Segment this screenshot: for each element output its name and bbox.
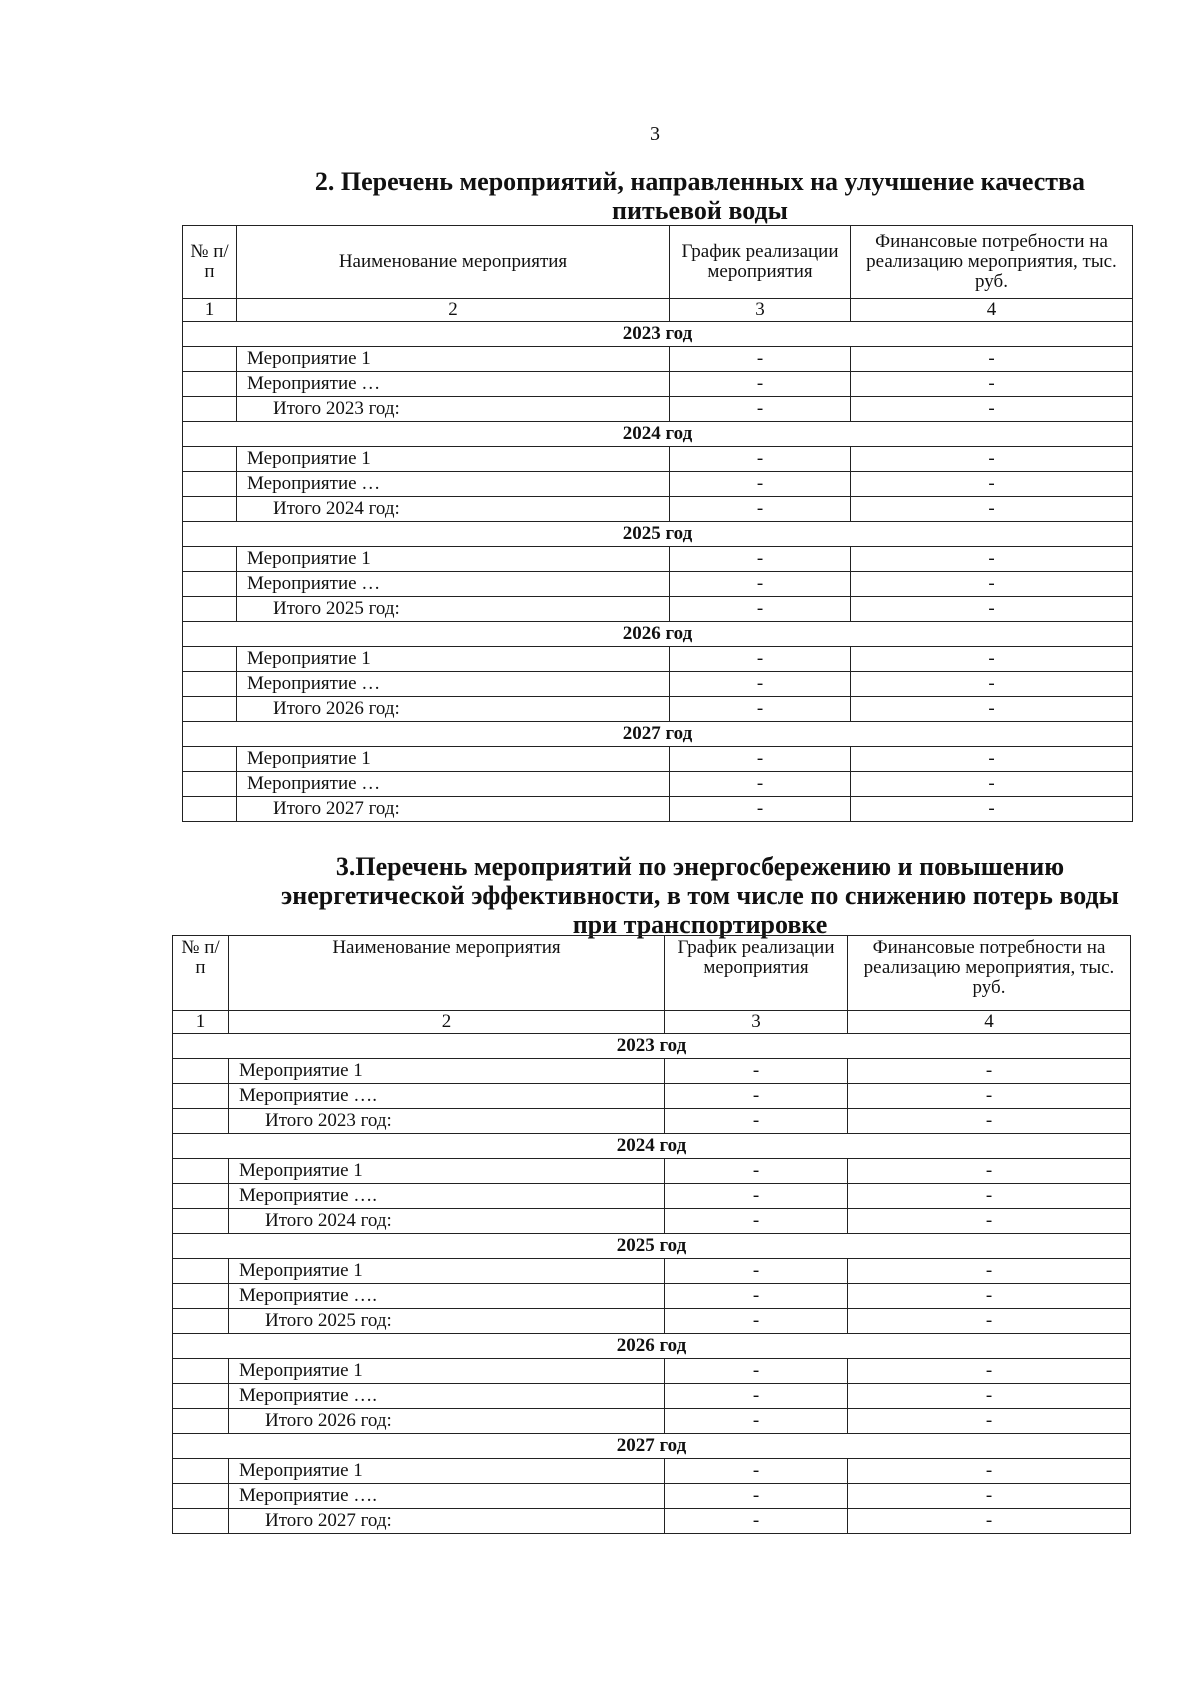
year-row [183,322,1133,347]
schedule-value: - [670,572,851,597]
row-number [173,1459,229,1484]
row-number [173,1484,229,1509]
row-number [173,1409,229,1434]
financing-value: - [848,1209,1131,1234]
year-label: 2023 год [173,1034,1131,1059]
schedule-value: - [665,1084,848,1109]
row-number [173,1159,229,1184]
measure-name: Мероприятие 1 [237,747,670,772]
table-row [183,447,1133,472]
year-label: 2026 год [173,1334,1131,1359]
total-row [173,1509,1131,1534]
header-financing: Финансовые потребности на реализацию мероприятия, тыс. руб. [848,936,1131,1011]
measure-name: Мероприятие 1 [229,1159,665,1184]
year-label: 2024 год [173,1134,1131,1159]
header-number: № п/п [173,936,229,1011]
measure-name: Мероприятие …. [229,1384,665,1409]
financing-value: - [848,1159,1131,1184]
row-number [173,1084,229,1109]
measure-name: Мероприятие 1 [237,347,670,372]
row-number [183,397,237,422]
schedule-value: - [665,1059,848,1084]
schedule-value: - [670,472,851,497]
year-row [183,722,1133,747]
row-number [173,1184,229,1209]
year-row [173,1334,1131,1359]
header-schedule: График реализации мероприятия [665,936,848,1011]
schedule-value: - [670,697,851,722]
schedule-value: - [670,547,851,572]
table-row [183,347,1133,372]
column-number-row [173,1011,1131,1034]
header-measure-name: Наименование мероприятия [237,226,670,299]
measure-name: Мероприятие … [237,772,670,797]
column-number: 3 [670,299,851,322]
financing-value: - [848,1184,1131,1209]
schedule-value: - [665,1484,848,1509]
row-number [173,1109,229,1134]
table-row [183,472,1133,497]
table-row [173,1459,1131,1484]
total-label: Итого 2027 год: [237,797,670,822]
schedule-value: - [665,1384,848,1409]
table-row [183,772,1133,797]
row-number [173,1359,229,1384]
row-number [183,597,237,622]
total-label: Итого 2023 год: [237,397,670,422]
row-number [183,697,237,722]
financing-value: - [848,1084,1131,1109]
year-label: 2027 год [183,722,1133,747]
schedule-value: - [665,1284,848,1309]
column-number: 2 [237,299,670,322]
schedule-value: - [670,497,851,522]
schedule-value: - [665,1409,848,1434]
schedule-value: - [670,672,851,697]
total-row [183,597,1133,622]
financing-value: - [851,497,1133,522]
measure-name: Мероприятие 1 [237,447,670,472]
row-number [183,572,237,597]
table-row [183,547,1133,572]
page-number: 3 [650,123,660,145]
row-number [183,372,237,397]
section-title-water-quality: 2. Перечень мероприятий, направленных на улучшение качества питьевой воды [314,167,1086,225]
row-number [183,647,237,672]
row-number [183,472,237,497]
financing-value: - [848,1059,1131,1084]
header-schedule: График реализации мероприятия [670,226,851,299]
financing-value: - [851,372,1133,397]
total-row [173,1209,1131,1234]
measure-name: Мероприятие 1 [237,647,670,672]
column-number: 2 [229,1011,665,1034]
schedule-value: - [665,1259,848,1284]
year-row [173,1134,1131,1159]
row-number [173,1209,229,1234]
financing-value: - [851,597,1133,622]
financing-value: - [848,1409,1131,1434]
financing-value: - [848,1509,1131,1534]
year-row [173,1234,1131,1259]
row-number [183,447,237,472]
total-label: Итого 2026 год: [237,697,670,722]
schedule-value: - [665,1359,848,1384]
column-number-row [183,299,1133,322]
table-row [183,647,1133,672]
header-row [173,936,1131,1011]
schedule-value: - [670,797,851,822]
total-label: Итого 2027 год: [229,1509,665,1534]
column-number: 1 [183,299,237,322]
total-row [183,797,1133,822]
total-row [183,397,1133,422]
row-number [173,1509,229,1534]
year-label: 2025 год [173,1234,1131,1259]
row-number [183,772,237,797]
measure-name: Мероприятие 1 [229,1059,665,1084]
total-label: Итого 2025 год: [229,1309,665,1334]
total-label: Итого 2025 год: [237,597,670,622]
financing-value: - [848,1284,1131,1309]
column-number: 4 [851,299,1133,322]
schedule-value: - [670,447,851,472]
header-financing: Финансовые потребности на реализацию мероприятия, тыс. руб. [851,226,1133,299]
year-row [183,422,1133,447]
energy-saving-measures-table [172,935,1131,1534]
measure-name: Мероприятие …. [229,1084,665,1109]
schedule-value: - [670,397,851,422]
row-number [183,747,237,772]
schedule-value: - [670,647,851,672]
schedule-value: - [665,1459,848,1484]
year-label: 2025 год [183,522,1133,547]
financing-value: - [851,572,1133,597]
financing-value: - [848,1309,1131,1334]
table-row [183,572,1133,597]
financing-value: - [848,1459,1131,1484]
year-row [183,522,1133,547]
financing-value: - [851,672,1133,697]
total-label: Итого 2024 год: [229,1209,665,1234]
row-number [183,672,237,697]
financing-value: - [848,1259,1131,1284]
row-number [183,797,237,822]
measure-name: Мероприятие … [237,672,670,697]
table-row [183,372,1133,397]
measure-name: Мероприятие … [237,572,670,597]
table-row [173,1484,1131,1509]
schedule-value: - [665,1309,848,1334]
year-label: 2023 год [183,322,1133,347]
financing-value: - [848,1384,1131,1409]
table-row [173,1159,1131,1184]
financing-value: - [851,697,1133,722]
table-row [173,1359,1131,1384]
table-row [173,1059,1131,1084]
total-row [173,1409,1131,1434]
year-label: 2024 год [183,422,1133,447]
total-label: Итого 2024 год: [237,497,670,522]
total-row [183,697,1133,722]
measure-name: Мероприятие …. [229,1284,665,1309]
row-number [183,547,237,572]
financing-value: - [848,1359,1131,1384]
header-row [183,226,1133,299]
row-number [173,1384,229,1409]
section-title-energy-saving: 3.Перечень мероприятий по энергосбережению и повышению энергетической эффективности, в том числе по снижению потерь воды при транспортировке [281,852,1119,939]
financing-value: - [851,472,1133,497]
schedule-value: - [665,1109,848,1134]
total-row [173,1309,1131,1334]
financing-value: - [851,772,1133,797]
measure-name: Мероприятие …. [229,1184,665,1209]
schedule-value: - [670,747,851,772]
measure-name: Мероприятие 1 [229,1459,665,1484]
schedule-value: - [665,1184,848,1209]
row-number [173,1059,229,1084]
year-label: 2026 год [183,622,1133,647]
financing-value: - [848,1484,1131,1509]
schedule-value: - [665,1509,848,1534]
table-row [173,1084,1131,1109]
year-row [183,622,1133,647]
total-row [173,1109,1131,1134]
table-row [173,1184,1131,1209]
financing-value: - [851,547,1133,572]
financing-value: - [848,1109,1131,1134]
table-row [183,672,1133,697]
financing-value: - [851,797,1133,822]
schedule-value: - [665,1209,848,1234]
financing-value: - [851,347,1133,372]
year-row [173,1434,1131,1459]
row-number [173,1309,229,1334]
total-row [183,497,1133,522]
financing-value: - [851,397,1133,422]
measure-name: Мероприятие 1 [229,1359,665,1384]
measure-name: Мероприятие … [237,472,670,497]
total-label: Итого 2023 год: [229,1109,665,1134]
financing-value: - [851,647,1133,672]
measure-name: Мероприятие …. [229,1484,665,1509]
financing-value: - [851,747,1133,772]
measure-name: Мероприятие … [237,372,670,397]
column-number: 3 [665,1011,848,1034]
water-quality-measures-table [182,225,1133,822]
row-number [173,1259,229,1284]
column-number: 1 [173,1011,229,1034]
column-number: 4 [848,1011,1131,1034]
table-row [173,1259,1131,1284]
table-row [173,1284,1131,1309]
schedule-value: - [670,347,851,372]
schedule-value: - [670,772,851,797]
year-row [173,1034,1131,1059]
row-number [183,347,237,372]
total-label: Итого 2026 год: [229,1409,665,1434]
row-number [173,1284,229,1309]
row-number [183,497,237,522]
table-row [173,1384,1131,1409]
measure-name: Мероприятие 1 [229,1259,665,1284]
table-row [183,747,1133,772]
schedule-value: - [670,372,851,397]
measure-name: Мероприятие 1 [237,547,670,572]
schedule-value: - [670,597,851,622]
schedule-value: - [665,1159,848,1184]
header-measure-name: Наименование мероприятия [229,936,665,1011]
header-number: № п/п [183,226,237,299]
financing-value: - [851,447,1133,472]
year-label: 2027 год [173,1434,1131,1459]
